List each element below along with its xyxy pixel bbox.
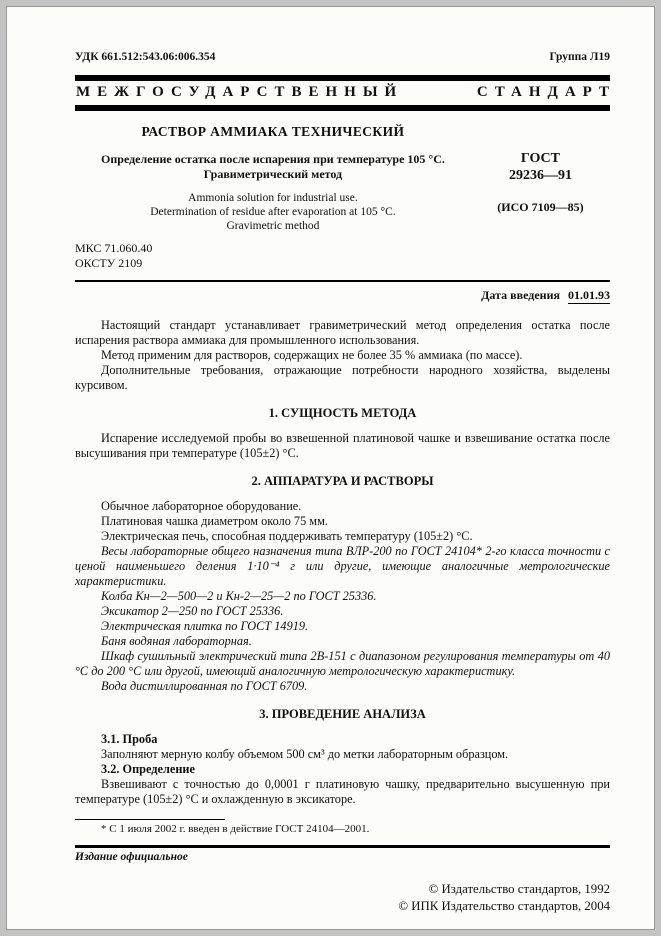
group-code: Группа Л19 [549, 51, 610, 63]
subtitle-english [75, 191, 471, 233]
section-3-body [75, 732, 610, 807]
classification-codes [75, 241, 610, 271]
intro-paragraphs [75, 318, 610, 393]
section-3-2-title: 3.2. Определение [101, 762, 195, 776]
edition-note: Издание официальное [75, 851, 188, 863]
section-1-paragraph: Испарение исследуемой пробы во взвешенной платиновой чашке и взвешивание остатка после высушивания при температуре (105±2) °С. [75, 431, 610, 460]
section-3-1-title: 3.1. Проба [101, 732, 158, 746]
date-label: Дата введения [481, 288, 560, 302]
introduction-date-line [75, 288, 610, 303]
section-2-item-6: Эксикатор 2—250 по ГОСТ 25336. [101, 604, 284, 618]
footnote-separator [75, 819, 225, 820]
section-3-heading: 3. ПРОВЕДЕНИЕ АНАЛИЗА [259, 707, 426, 721]
banner-title [75, 81, 616, 105]
copyright-line-2: © ИПК Издательство стандартов, 2004 [398, 898, 610, 913]
udk-code: УДК 661.512:543.06:006.354 [75, 51, 216, 63]
section-2-body [75, 499, 610, 694]
section-2-item-9: Шкаф сушильный электрический типа 2В-151 с диапазоном регулирования температуры от 40 °С до 200 °С или другой, имеющий аналогичную метрологическую характеристику. [75, 649, 610, 678]
section-1-body [75, 431, 610, 461]
section-3-1-text: Заполняют мерную колбу объемом 500 см³ до метки лабораторным образцом. [101, 747, 509, 761]
document-page [6, 6, 655, 930]
section-2-item-3: Электрическая печь, способная поддерживать температуру (105±2) °С. [101, 529, 473, 543]
standard-banner [75, 75, 616, 111]
header-divider-rule [75, 280, 610, 282]
subtitle-en-line-1: Ammonia solution for industrial use. [188, 192, 358, 204]
intro-paragraph-2: Метод применим для растворов, содержащих не более 35 % аммиака (по массе). [101, 348, 523, 362]
banner-rule-bottom [75, 105, 610, 111]
subtitle-russian [75, 152, 471, 182]
footnote-text: * С 1 июля 2002 г. введен в действие ГОСТ 24104—2001. [101, 823, 370, 835]
section-1-heading: 1. СУЩНОСТЬ МЕТОДА [268, 406, 417, 420]
date-value: 01.01.93 [568, 288, 610, 302]
section-3-2-text: Взвешивают с точностью до 0,0001 г платиновую чашку, предварительно высушенную при температуре (105±2) °С и охлажденную в эксикаторе. [75, 777, 610, 806]
intro-paragraph-3: Дополнительные требования, отражающие потребности народного хозяйства, выделены курсивом. [75, 363, 610, 392]
page-content [7, 7, 654, 914]
gost-number: 29236—91 [508, 168, 572, 183]
classification-row [75, 51, 610, 63]
copyright-line-1: © Издательство стандартов, 1992 [428, 882, 610, 896]
section-2-item-4: Весы лабораторные общего назначения типа ВЛР-200 по ГОСТ 24104* 2-го класса точности с ценой наименьшего деления 1·10⁻⁴ г или другие, имеющие аналогичные метрологические характеристики. [75, 544, 610, 588]
section-2-item-5: Колба Кн—2—500—2 и Кн-2—25—2 по ГОСТ 25336. [101, 589, 377, 603]
subtitle-ru-line-2: Гравиметрический метод [203, 167, 343, 181]
section-2-heading: 2. АППАРАТУРА И РАСТВОРЫ [251, 474, 434, 488]
footer-rule [75, 845, 610, 848]
okstu-code: ОКСТУ 2109 [75, 256, 143, 270]
section-2-item-8: Баня водяная лабораторная. [101, 634, 252, 648]
title-left-column [75, 124, 471, 233]
section-2-item-1: Обычное лабораторное оборудование. [101, 499, 302, 513]
section-2-item-2: Платиновая чашка диаметром около 75 мм. [101, 514, 328, 528]
subtitle-ru-line-1: Определение остатка после испарения при температуре 105 °С. [101, 152, 445, 166]
gost-designation [471, 150, 610, 184]
subtitle-en-line-2: Determination of residue after evaporation at 105 °С. [150, 206, 396, 218]
document-title: РАСТВОР АММИАКА ТЕХНИЧЕСКИЙ [141, 124, 405, 139]
banner-word-1: МЕЖГОСУДАРСТВЕННЫЙ [76, 84, 404, 100]
section-2-item-7: Электрическая плитка по ГОСТ 14919. [101, 619, 309, 633]
banner-word-2: СТАНДАРТ [476, 84, 616, 100]
subtitle-en-line-3: Gravimetric method [226, 220, 320, 232]
mks-code: МКС 71.060.40 [75, 241, 153, 255]
title-block [75, 124, 610, 233]
section-2-item-10: Вода дистиллированная по ГОСТ 6709. [101, 679, 308, 693]
title-right-column [471, 124, 610, 233]
intro-paragraph-1: Настоящий стандарт устанавливает гравиметрический метод определения остатка после испарения раствора аммиака для промышленного использования. [75, 318, 610, 347]
iso-reference: (ИСО 7109—85) [497, 200, 584, 214]
gost-label: ГОСТ [520, 151, 560, 166]
copyright-block [75, 881, 610, 914]
